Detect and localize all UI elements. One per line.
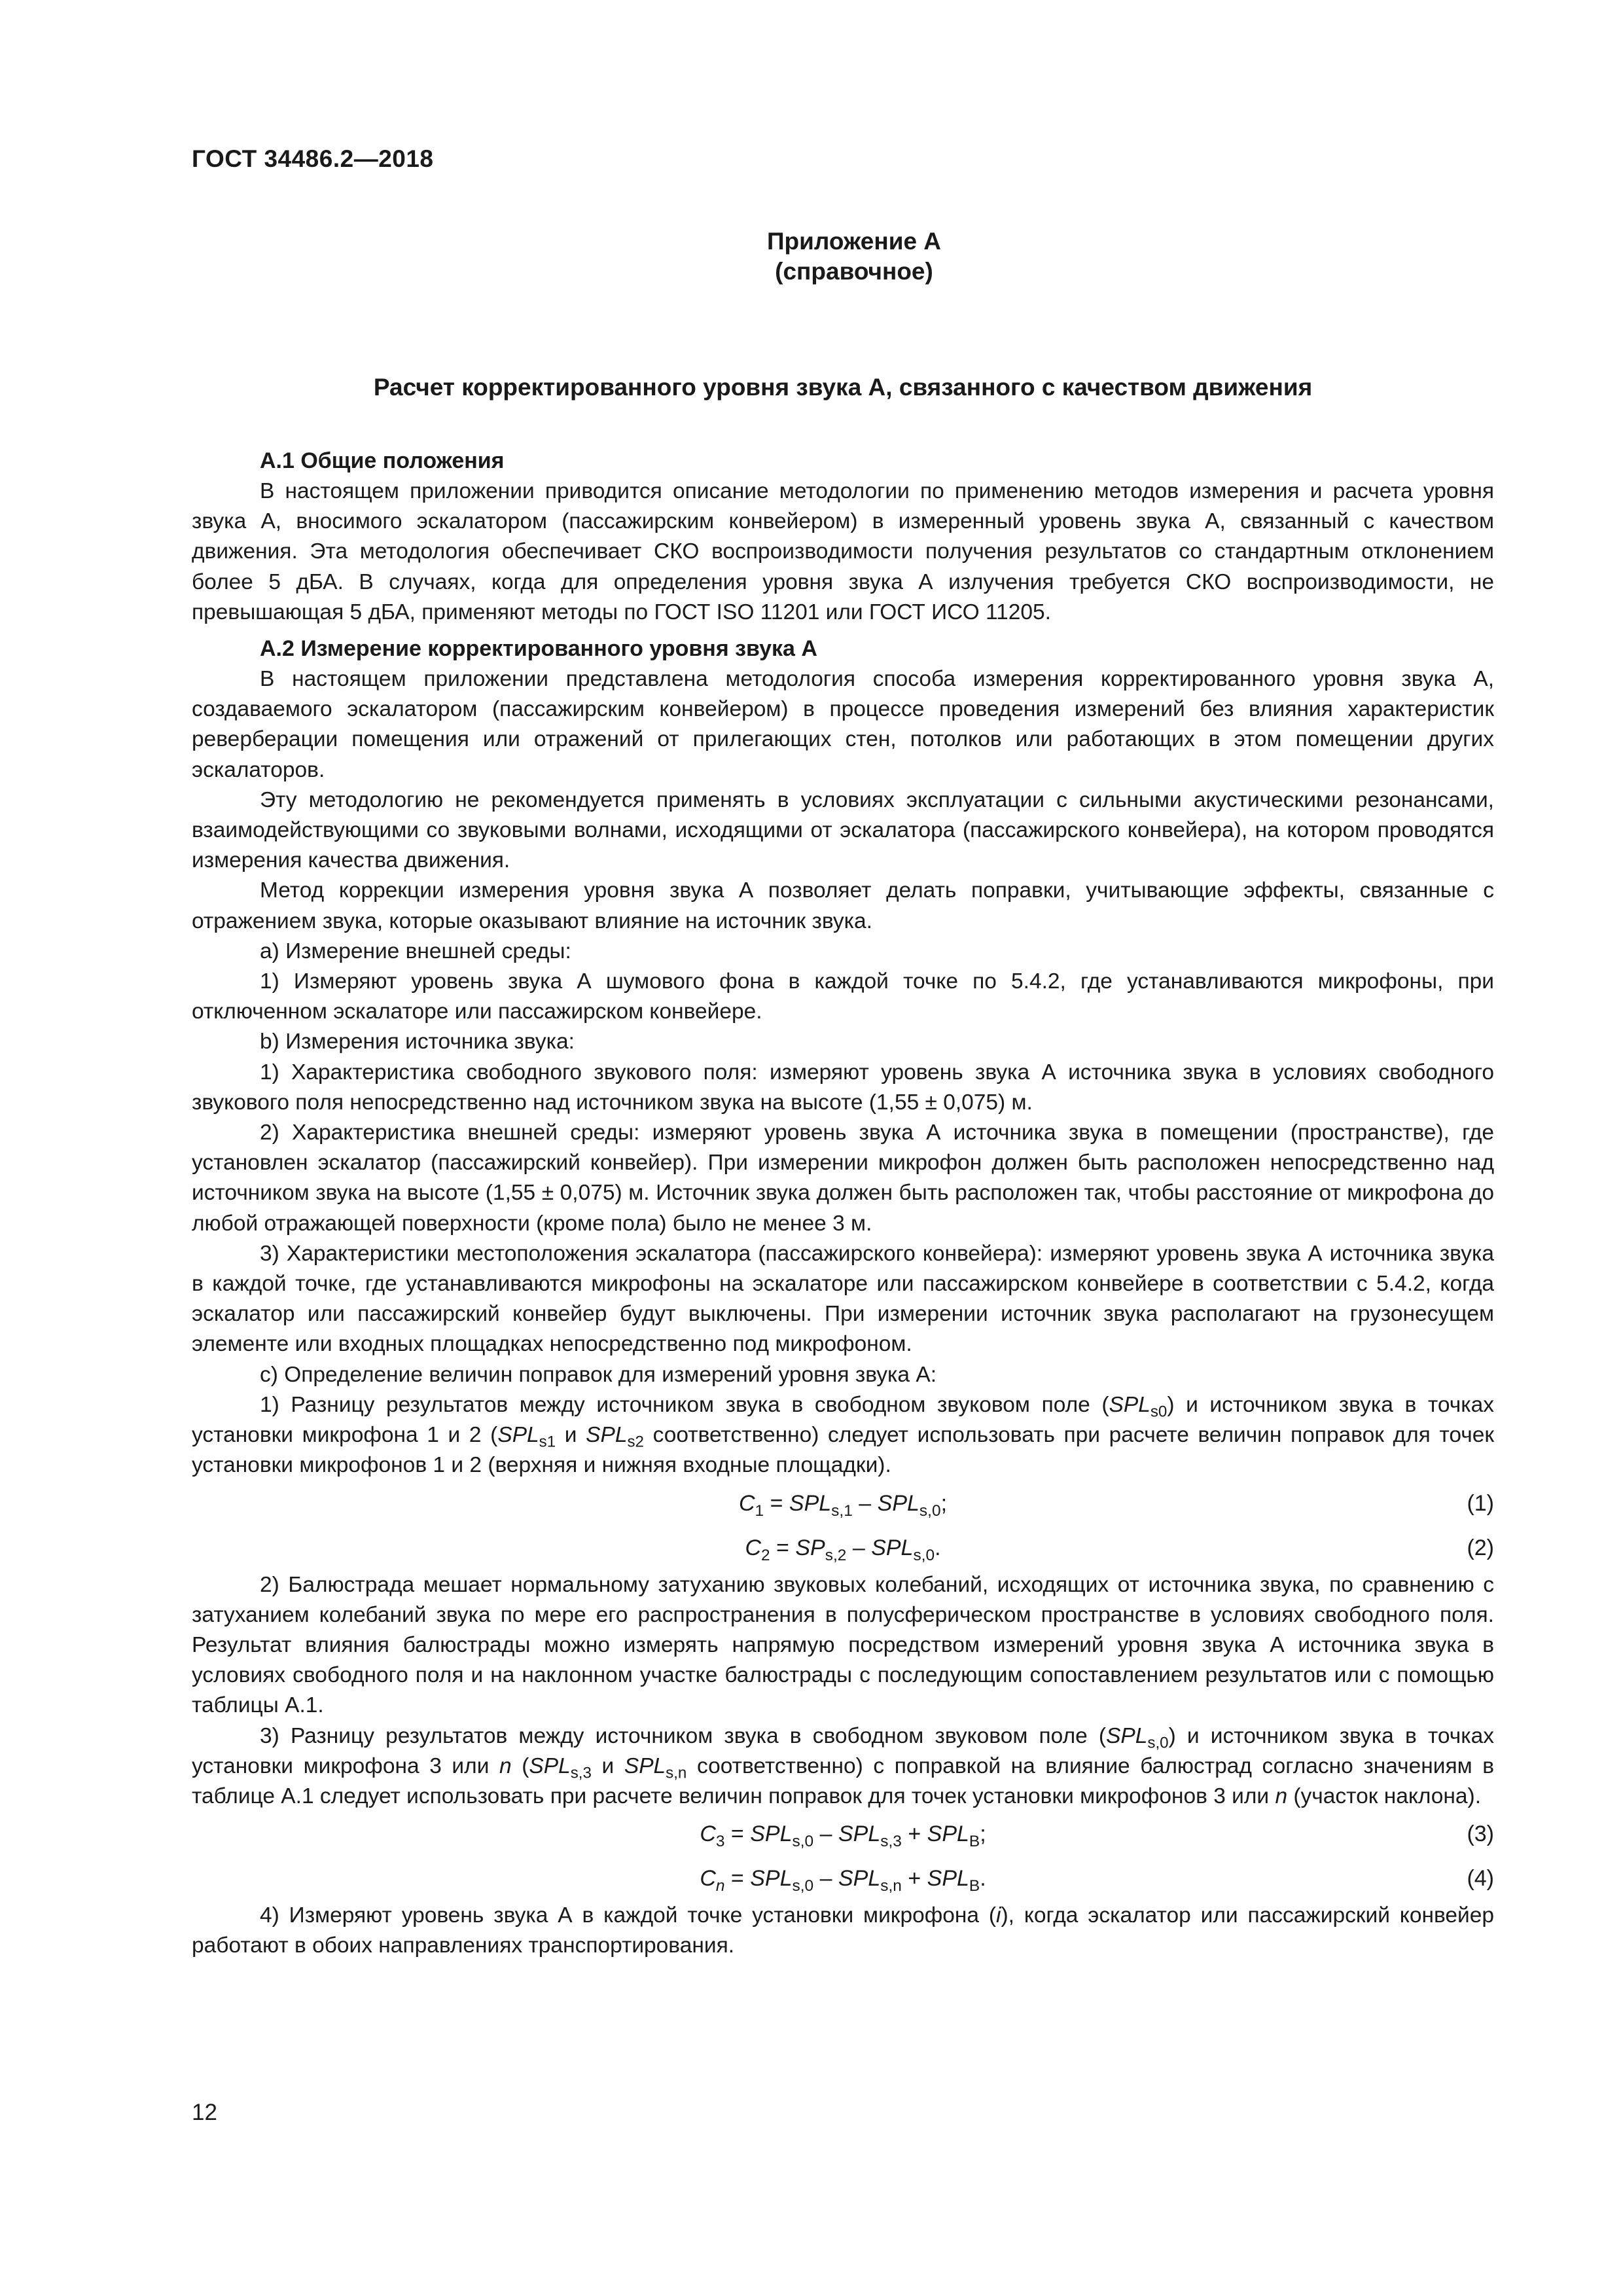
item-c-1: 1) Разницу результатов между источником звука в свободном звуковом поле $(SPL_{s0})$ и источником звука в точках установки микрофона 1 и 2 ($SPL_{s1}$ и $SPL_{s2}$ соответственно) следует использовать при расчете величин поправок для точек установки микрофонов 1 и 2 (верхняя и нижняя входные площадки). (192, 1392, 1495, 1478)
section-a1-paragraph: В настоящем приложении приводится описание методологии по применению методов измерения и расчета уровня звука А, вносимого эскалатором (пассажирским конвейером) в измеренный уровень звука А, связанный с качеством движения. Эта методология обеспечивает СКО воспроизводимости получения результатов со стандартным отклонением более 5 дБА. В случаях, когда для определения уровня звука А излучения требуется СКО воспроизводимости, не превышающая 5 дБА, применяют методы по ГОСТ ISO 11201 или ГОСТ ИСО 11205. (192, 479, 1494, 624)
appendix-heading (0, 226, 1623, 287)
item-b-3: 3) Характеристики местоположения эскалатора (пассажирского конвейера): измеряют уровень звука А источника звука в каждой точке, где устанавливаются микрофоны на эскалаторе или пассажирском конвейере в соответствии с 5.4.2, когда эскалатор или пассажирский конвейер будут выключены. При измерении источник звука располагают на грузонесущем элементе или входных площадках непосредственно под микрофоном. (192, 1241, 1494, 1357)
formula-3: $C_3 = SPL_{s,0} - SPL_{s,3} + SPL_B$; (3) (192, 1812, 1494, 1856)
section-a1-heading: А.1 Общие положения (260, 448, 505, 473)
document-standard-number: ГОСТ 34486.2—2018 (192, 145, 434, 172)
section-a2-paragraph-2: Эту методологию не рекомендуется применять в условиях эксплуатации с сильными акустическими резонансами, взаимодействующими со звуковыми волнами, исходящими от эскалатора (пассажирского конвейера), на котором проводятся измерения качества движения. (192, 787, 1494, 873)
formula-2: $C_2 = SP_{s,2} - SPL_{s,0}$. (2) (192, 1526, 1494, 1570)
formula-1: $C_1 = SPL_{s,1} - SPL_{s,0}$; (1) (192, 1481, 1494, 1526)
item-c-3: 3) Разницу результатов между источником звука в свободном звуковом поле $(SPL_{s,0})$ и источником звука в точках установки микрофона 3 или n ($SPL_{s,3}$ и $SPL_{s,n}$ соответственно) с поправкой на влияние балюстрад согласно значениям в таблице А.1 следует использовать при расчете величин поправок для точек установки микрофонов 3 или n (участок наклона). (192, 1723, 1495, 1808)
item-b-2: 2) Характеристика внешней среды: измеряют уровень звука А источника звука в помещении (пространстве), где установлен эскалатор (пассажирский конвейер). При измерении микрофон должен быть расположен непосредственно над источником звука на высоте (1,55 ± 0,075) м. Источник звука должен быть расположен так, чтобы расстояние от микрофона до любой отражающей поверхности (кроме пола) было не менее 3 м. (192, 1121, 1494, 1236)
item-b-1: 1) Характеристика свободного звукового поля: измеряют уровень звука А источника звука в условиях свободного звукового поля непосредственно над источником звука на высоте (1,55 ± 0,075) м. (192, 1060, 1494, 1115)
appendix-label: Приложение А (766, 228, 942, 255)
appendix-title: Расчет корректированного уровня звука А, связанного с качеством движения (373, 374, 1313, 401)
item-c-4: 4) Измеряют уровень звука А в каждой точке установки микрофона (i), когда эскалатор или пассажирский конвейер работают в обоих направлениях транспортирования. (192, 1903, 1495, 1958)
formula-3-number: (3) (1467, 1821, 1494, 1847)
section-a2-heading: А.2 Измерение корректированного уровня звука А (260, 636, 817, 662)
item-c-label: с) Определение величин поправок для измерений уровня звука А: (260, 1362, 937, 1387)
item-c-2: 2) Балюстрада мешает нормальному затуханию звуковых колебаний, исходящих от источника звука, по сравнению с затуханием колебаний звука по мере его распространения в полусферическом пространстве в условиях свободного поля. Результат влияния балюстрады можно измерять напрямую посредством измерений уровня звука А источника звука в условиях свободного поля и на наклонном участке балюстрады с последующим сопоставлением результатов или с помощью таблицы А.1. (192, 1572, 1494, 1718)
appendix-type: (справочное) (775, 258, 933, 285)
item-a-label: а) Измерение внешней среды: (260, 939, 571, 963)
formula-1-number: (1) (1467, 1490, 1494, 1516)
item-b-label: b) Измерения источника звука: (260, 1030, 575, 1054)
formula-2-number: (2) (1467, 1535, 1494, 1560)
section-a2-paragraph-1: В настоящем приложении представлена методология способа измерения корректированного уровня звука А, создаваемого эскалатором (пассажирским конвейером) в процессе проведения измерений без влияния характеристик реверберации помещения или отражений от прилегающих стен, потолков или работающих в этом помещении других эскалаторов. (192, 667, 1494, 782)
page-number: 12 (192, 2100, 217, 2125)
item-a-1: 1) Измеряют уровень звука А шумового фона в каждой точке по 5.4.2, где устанавливаются микрофоны, при отключенном эскалаторе или пассажирском конвейере. (192, 969, 1494, 1024)
section-a2-paragraph-3: Метод коррекции измерения уровня звука А позволяет делать поправки, учитывающие эффекты, связанные с отражением звука, которые оказывают влияние на источник звука. (192, 878, 1494, 933)
formula-4: $C_n = SPL_{s,0} - SPL_{s,n} + SPL_B$. (4) (192, 1856, 1494, 1901)
document-body (192, 445, 1494, 1962)
formula-4-number: (4) (1467, 1866, 1494, 1892)
